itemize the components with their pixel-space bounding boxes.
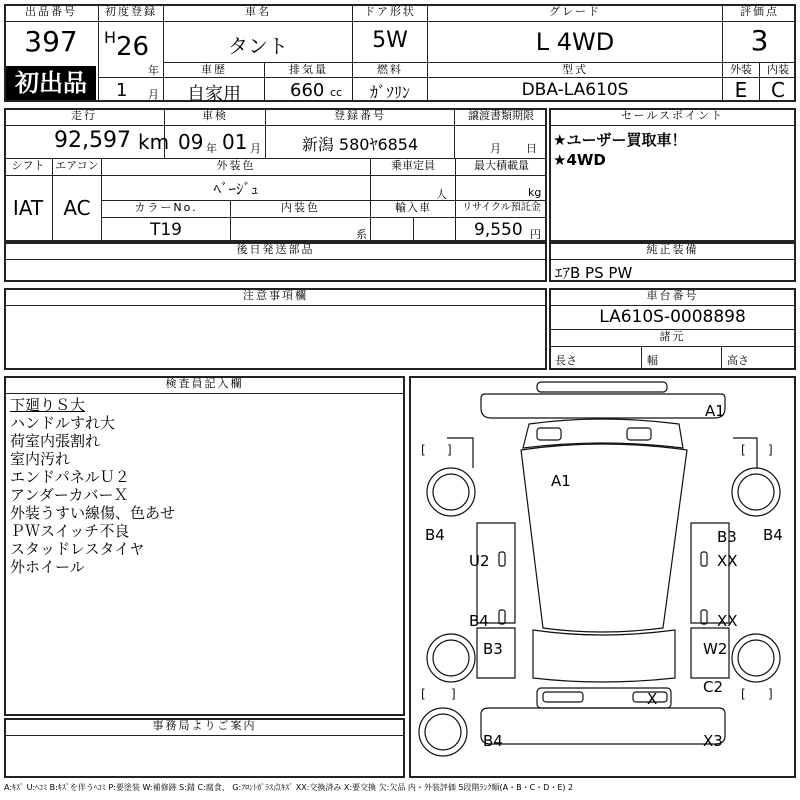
svg-text:]: ] [768,687,773,701]
chassis-number: LA610S-0008898 [599,307,746,327]
width-label: 幅 [647,354,658,367]
score-label: 評価点 [740,5,779,18]
fuel: ｶﾞｿﾘﾝ [369,83,410,102]
svg-text:[: [ [421,443,426,457]
inspection-label: 車検 [202,109,228,122]
reg-month-unit: 月 [148,88,159,101]
recycle-unit: 円 [530,228,541,241]
shift: IAT [12,196,44,220]
grade: L 4WD [535,28,615,56]
transfer-month-unit: 月 [490,142,501,155]
reg-month: 1 [116,80,128,101]
model-label: 型式 [562,63,588,76]
chassis-label: 車台番号 [646,289,699,302]
int-color-unit: 系 [356,228,367,241]
ext-label: 外装 [730,63,752,76]
svg-text:]: ] [447,443,452,457]
svg-text:[: [ [741,443,746,457]
recycle: 9,550 [474,220,523,240]
inspector-note: 外ホイール [10,558,85,576]
inspector-note: ハンドルすれ大 [10,414,116,432]
ext-grade: E [734,78,748,102]
recycle-label: リサイクル預託金 [462,202,541,213]
mark-rear-bumper: X3 [703,732,723,750]
mark-left-front-door: U2 [469,552,490,570]
mark-right-quarter: W2 [703,640,728,658]
plate: 新潟 580ﾔ6854 [301,135,419,154]
door: 5W [372,28,408,53]
displacement: 660 [290,80,325,101]
mark-left-front-fender: B4 [425,526,445,544]
svg-text:]: ] [451,687,456,701]
inspector-note: ＰＷスイッチ不良 [10,522,130,540]
mark-right-front-door-b: XX [717,552,738,570]
grade-label: グレード [549,5,601,18]
shift-label: シフト [11,159,45,172]
mark-windshield: A1 [551,472,571,490]
lot-no-label: 出品番号 [25,5,77,18]
capacity-label: 乗車定員 [391,159,435,172]
reg-year-unit: 年 [148,64,159,77]
first-listing-badge: 初出品 [6,66,96,100]
mileage-unit: km [138,130,170,154]
insp-month-unit: 月 [250,142,261,155]
later-parts-label: 後日発送部品 [236,243,315,256]
max-load-label: 最大積載量 [474,159,529,172]
length-label: 長さ [555,354,577,367]
sales-point-label: セールスポイント [620,109,724,122]
ac-label: エアコン [55,159,99,172]
car-outline [411,378,794,776]
max-load-unit: kg [528,186,542,199]
reg-year-label: 初度登録 [105,5,157,18]
sales-point-2: ★4WD [553,151,606,169]
reg-year: 26 [116,32,150,62]
color-no-label: カラーNo. [134,201,198,214]
inspector-note: スタッドレスタイヤ [10,540,145,558]
inspector-label: 検査員記入欄 [165,377,244,390]
plate-label: 登録番号 [334,109,386,122]
insp-year-unit: 年 [206,142,217,155]
svg-text:[: [ [421,687,426,701]
transfer-label: 譲渡書類期限 [468,109,534,122]
car-name-label: 車名 [245,5,271,18]
fuel-label: 燃料 [377,63,403,76]
mark-right-rear-door: XX [717,612,738,630]
model: DBA-LA610S [521,80,629,100]
ext-color: ﾍﾞｰｼﾞｭ [213,180,259,198]
history-label: 車歴 [201,63,227,76]
mark-front-top: A1 [705,402,725,420]
int-color-label: 内装色 [281,201,320,214]
inspector-note: アンダーカバーＸ [10,486,129,504]
ac: AC [63,196,91,220]
lot-no: 397 [24,25,78,58]
notes-label: 注意事項欄 [243,289,308,302]
import-label: 輸入車 [395,201,431,214]
sales-point-panel [549,108,796,242]
mark-left-rear-door: B4 [469,612,489,630]
height-label: 高さ [727,354,749,367]
mark-left-rear: B4 [483,732,503,750]
reg-era: H [104,28,117,47]
inspector-note: 下廻りＳ大 [10,396,86,414]
capacity-unit: 人 [436,188,447,201]
car-name: タント [228,34,288,58]
displacement-unit: cc [330,86,343,99]
inspector-notes [10,396,400,576]
int-label: 内装 [767,63,789,76]
mark-left-quarter: B3 [483,640,503,658]
svg-text:]: ] [768,443,773,457]
legend: A:ｷｽﾞ U:ﾍｺﾐ B:ｷｽﾞを伴うﾍｺﾐ P:要塗装 W:補修跡 S:錆 C:腐食、 G:ﾌﾛﾝﾄｶﾞﾗｽ点ｷｽﾞ XX:交換済み X:要交換 欠:欠品 内・外装評価 5段階ﾗﾝｸ順(A・B・C・D・E) 2 [4,783,574,792]
inspector-note: エンドパネルＵ２ [10,468,130,486]
equipment: ｴｱB PS PW [555,264,633,282]
office-label: 事務局よりご案内 [152,719,257,732]
mark-right-rear-lamp: C2 [703,678,724,696]
insp-month: 01 [222,130,248,154]
mark-rear-center: X [647,690,658,708]
insp-year: 09 [178,130,204,154]
inspector-note: 荷室内張割れ [10,432,101,450]
transfer-day-unit: 日 [526,142,537,155]
int-grade: C [771,78,785,102]
color-no: T19 [149,220,183,240]
score: 3 [750,24,769,57]
inspector-note: 外装うすい線傷、色あせ [10,504,176,522]
mileage: 92,597 [54,128,131,153]
mileage-label: 走行 [71,109,97,122]
displacement-label: 排気量 [289,63,328,76]
history: 自家用 [187,84,241,105]
mark-right-front-door-a: B3 [717,528,737,546]
sales-point-1: ★ユーザー買取車！ [553,131,687,149]
mark-right-front-fender: B4 [763,526,783,544]
ext-color-label: 外装色 [216,159,256,172]
door-label: ドア形状 [364,5,416,18]
damage-diagram [409,376,796,778]
svg-text:[: [ [741,687,746,701]
spec-label: 諸元 [659,330,686,343]
inspector-note: 室内汚れ [10,450,71,468]
equipment-label: 純正装備 [646,243,699,256]
